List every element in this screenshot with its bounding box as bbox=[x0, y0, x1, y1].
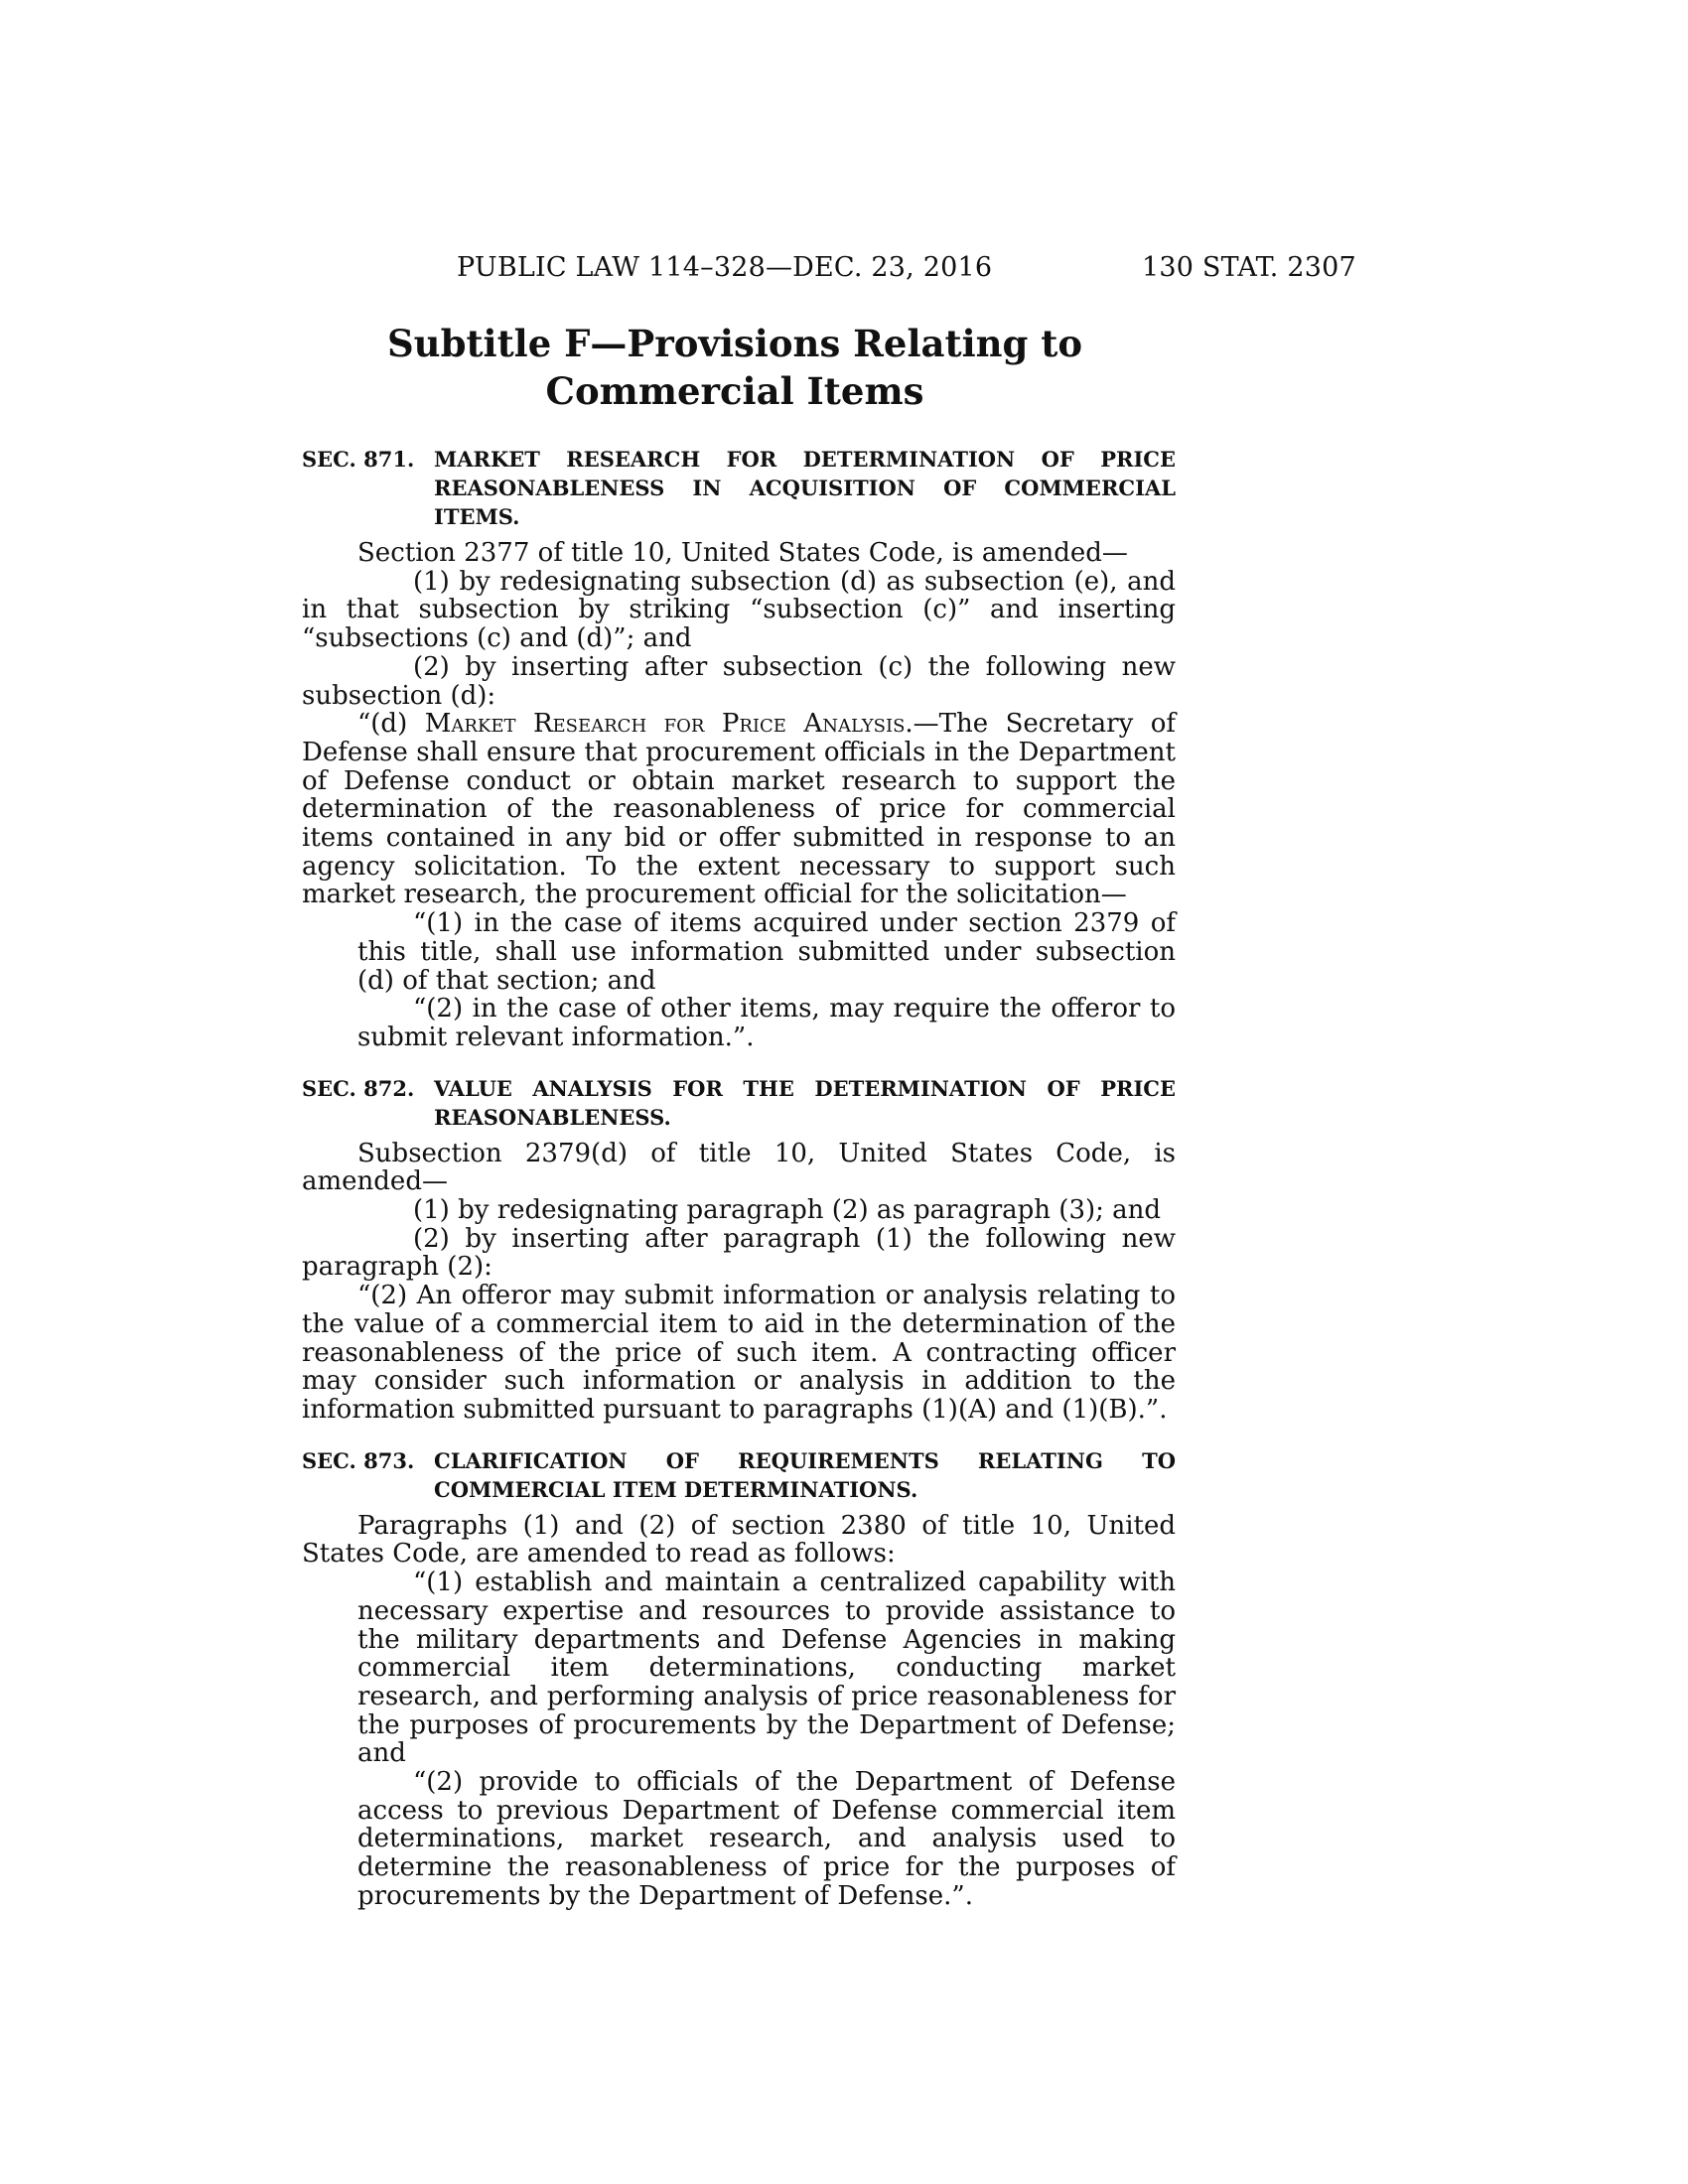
subtitle-heading bbox=[298, 320, 1172, 415]
page-stat-number: 130 STAT. 2307 bbox=[1142, 252, 1356, 283]
section-871-quoted-item-1: “(1) in the case of items acquired under section 2379 of this title, shall use information submitted under subsection (d) of that section; and bbox=[357, 908, 1176, 996]
section-872-item-2: (2) by inserting after paragraph (1) the following new paragraph (2): bbox=[302, 1223, 1176, 1283]
section-873-intro: Paragraphs (1) and (2) of section 2380 of title 10, United States Code, are amended to read as follows: bbox=[302, 1510, 1176, 1570]
quote-heading: Market Research for Price Analysis bbox=[424, 709, 906, 740]
section-title: VALUE ANALYSIS FOR THE DETERMINATION OF PRICE REASONABLENESS. bbox=[434, 1075, 1176, 1130]
section-872-heading bbox=[302, 1074, 1176, 1132]
section-873-quoted-item-2: “(2) provide to officials of the Department of Defense access to previous Department of Defense commercial item determinations, market research, and analysis used to determine the reasonableness of price for the purposes of procurements by the Department of Defense.”. bbox=[357, 1767, 1176, 1911]
section-number: SEC. 872. bbox=[302, 1075, 415, 1101]
section-871-item-1: (1) by redesignating subsection (d) as subsection (e), and in that subsection by striking “subsection (c)” and inserting “subsections (c) and (d)”; and bbox=[302, 566, 1176, 654]
section-872-item-1: (1) by redesignating paragraph (2) as paragraph (3); and bbox=[413, 1195, 1162, 1226]
section-872-quoted-paragraph: “(2) An offeror may submit information or analysis relating to the value of a commercial item to aid in the determination of the reasonableness of the price of such item. A contracting officer may consider such information or analysis in addition to the information submitted pursuant to paragraphs (1)(A) and (1)(B).”. bbox=[302, 1281, 1176, 1425]
document-body bbox=[302, 445, 1176, 1911]
quote-body: .—The Secretary of Defense shall ensure that procurement officials in the Department of Defense conduct or obtain market research to support the determination of the reasonableness of price for commercial items contained in any bid or offer submitted in response to an agency solicitation. To the extent necessary to support such market research, the procurement official for the solicitation— bbox=[302, 709, 1176, 910]
section-872-intro: Subsection 2379(d) of title 10, United States Code, is amended— bbox=[302, 1138, 1176, 1197]
section-871-intro: Section 2377 of title 10, United States Code, is amended— bbox=[357, 538, 1128, 568]
section-title: CLARIFICATION OF REQUIREMENTS RELATING TO COMMERCIAL ITEM DETERMINATIONS. bbox=[434, 1447, 1176, 1502]
section-871-quoted-item-2: “(2) in the case of other items, may require the offeror to submit relevant information.”. bbox=[357, 994, 1176, 1052]
section-871-item-2: (2) by inserting after subsection (c) the following new subsection (d): bbox=[302, 651, 1176, 711]
section-871-quoted-subsection bbox=[302, 710, 1176, 909]
quote-label: “(d) bbox=[357, 709, 408, 740]
running-header: PUBLIC LAW 114–328—DEC. 23, 2016 bbox=[457, 252, 993, 283]
section-871-heading bbox=[302, 445, 1176, 531]
section-873-quoted-item-1: “(1) establish and maintain a centralized capability with necessary expertise and resources to provide assistance to the military departments and Defense Agencies in making commercial item determinations, conducting market research, and performing analysis of price reasonableness for the purposes of procurements by the Department of Defense; and bbox=[357, 1568, 1176, 1769]
section-number: SEC. 871. bbox=[302, 447, 415, 472]
section-number: SEC. 873. bbox=[302, 1447, 415, 1473]
subtitle-line-1: Subtitle F—Provisions Relating to bbox=[386, 322, 1083, 365]
subtitle-line-2: Commercial Items bbox=[545, 369, 924, 413]
section-title: MARKET RESEARCH FOR DETERMINATION OF PRICE REASONABLENESS IN ACQUISITION OF COMMERCIAL ITEMS. bbox=[434, 447, 1176, 529]
section-873-heading bbox=[302, 1446, 1176, 1504]
